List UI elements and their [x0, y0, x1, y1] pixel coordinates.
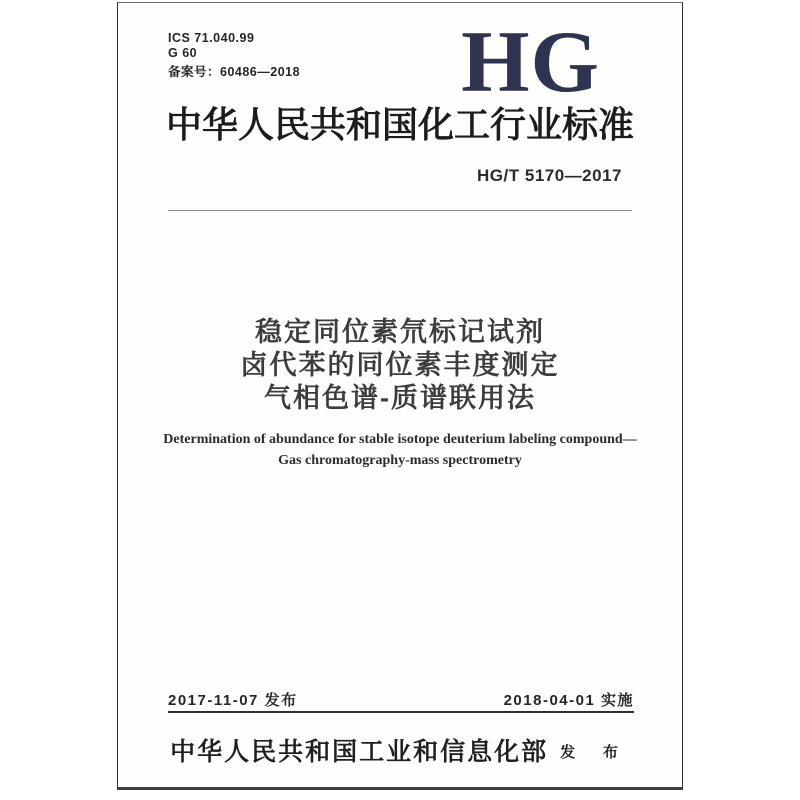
issue-date: 2017-11-07 发布 — [168, 692, 298, 709]
english-title-line-1: Determination of abundance for stable isotope deuterium labeling compound— — [163, 432, 637, 447]
implement-date: 2018-04-01 实施 — [503, 692, 634, 709]
dates-row — [168, 689, 634, 710]
hg-logo: HG — [461, 14, 600, 111]
title-line-3: 气相色谱-质谱联用法 — [264, 383, 536, 413]
standard-number: HG/T 5170—2017 — [477, 166, 622, 185]
title-line-1: 稳定同位素氘标记试剂 — [255, 317, 545, 347]
header-divider — [168, 210, 632, 211]
issuer-line — [118, 732, 682, 768]
document-title — [118, 316, 682, 415]
footer-divider — [168, 711, 634, 713]
record-number: 备案号：60486—2018 — [168, 65, 301, 79]
issuer-name: 中华人民共和国工业和信息化部 — [170, 739, 549, 766]
title-line-2: 卤代苯的同位素丰度测定 — [240, 350, 560, 380]
english-title-line-2: Gas chromatography-mass spectrometry — [278, 453, 522, 468]
standard-cover-page — [117, 2, 683, 790]
standard-org-title: 中华人民共和国化工行业标准 — [165, 105, 634, 145]
issue-label: 发 布 — [560, 745, 630, 761]
ics-block — [168, 31, 300, 80]
document-title-english — [118, 429, 682, 471]
classification-code: G 60 — [168, 46, 198, 60]
ics-code: ICS 71.040.99 — [168, 31, 255, 45]
